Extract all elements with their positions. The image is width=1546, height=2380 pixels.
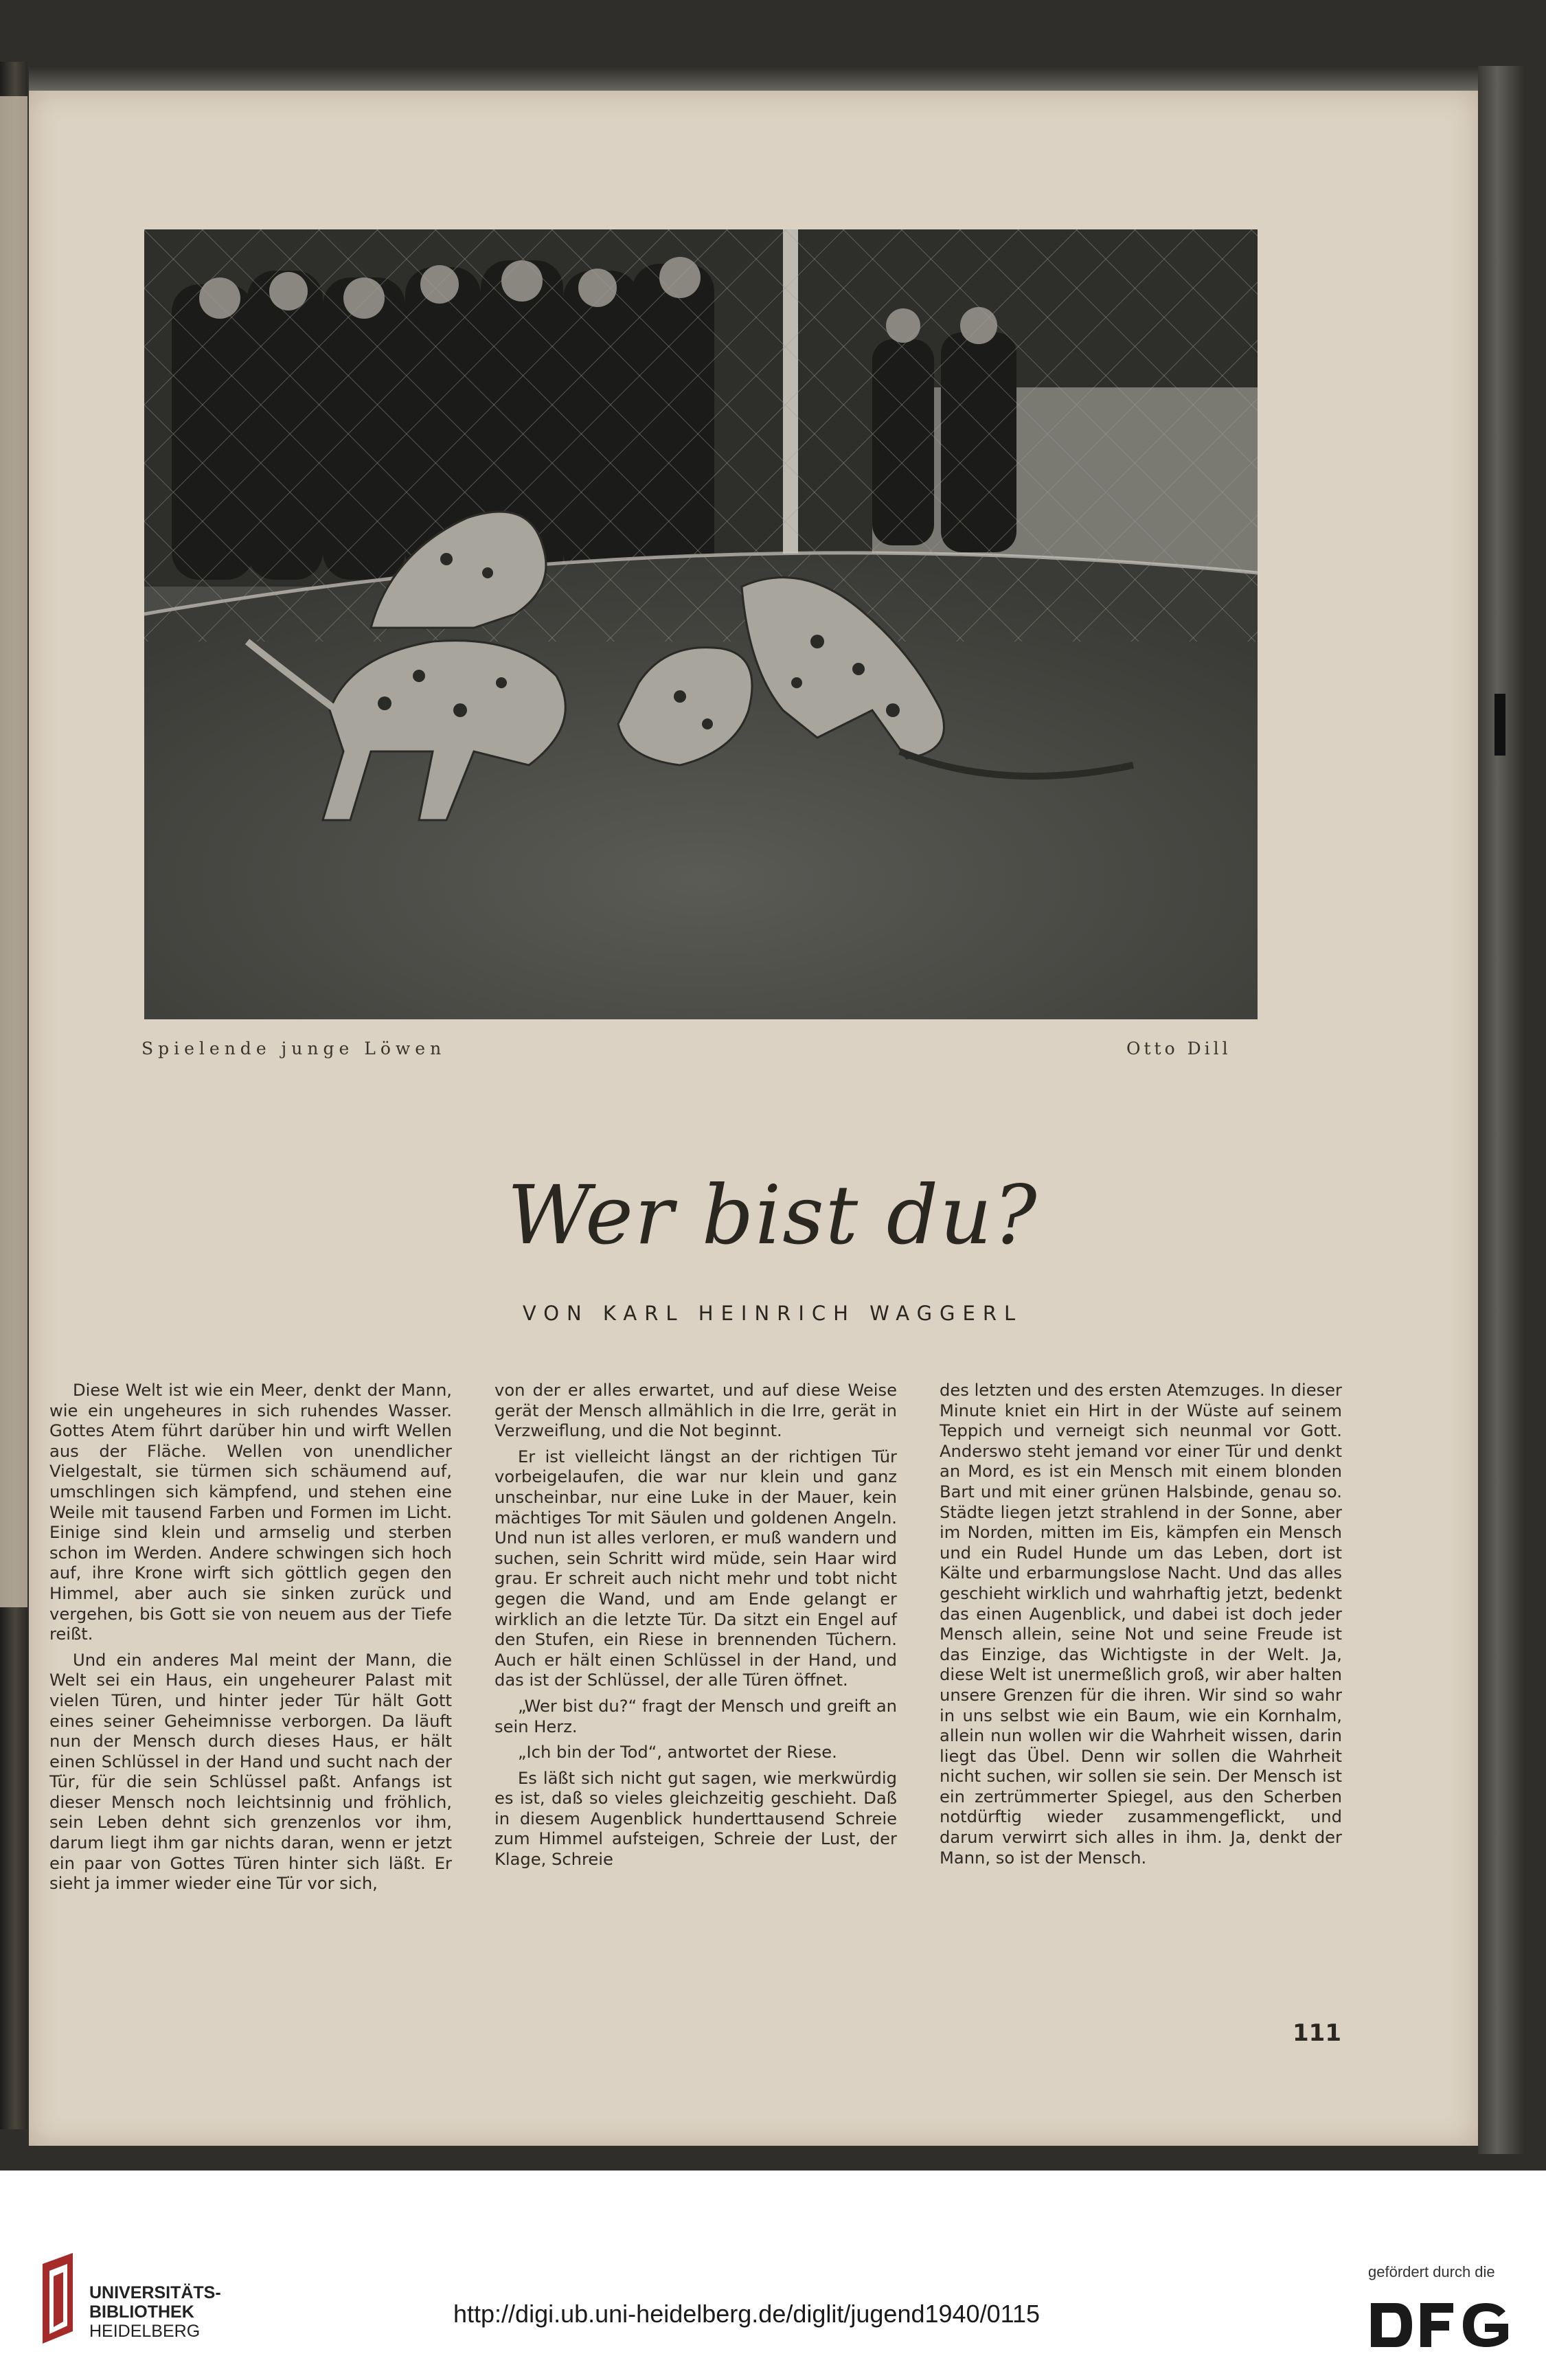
text-column-1 <box>49 1381 452 1894</box>
paragraph: des letzten und des ersten Atemzuges. In dieser Minute kniet ein Hirt in der Wüste auf seinem Teppich und verneigt sich neunmal vor Gott. Anderswo steht jemand vor einer Tür und denkt an Mord, es ist ein Mensch mit einem blonden Bart und mit einer grünen Halsbinde, genau so. Städte liegen jetzt strahlend in der Sonne, aber im Norden, mitten im Eis, kämpfen ein Mensch und ein Rudel Hunde um das Leben, dort ist Kälte und erbarmungslose Nacht. Und das alles geschieht wirklich und wahrhaftig jetzt, bedenkt das einen Augenblick, und dabei ist doch jeder Mensch allein, seine Not und seine Freude ist das Einzige, das Wichtigste in der Welt. Ja, diese Welt ist unermeßlich groß, wir aber halten unsere Grenzen für die ihren. Wir sind so wahr in uns selbst wie ein Baum, wie ein Kornhalm, allein nun wollen wir die Wahrheit wissen, darin liegt das Übel. Denn wir sollen die Wahrheit nicht suchen, wir sollen sie sein. Der Mensch ist ein zertrümmerter Spiegel, aus den Scherben notdürftig wieder zusammengeflickt, und darum verwirrt sich alles in ihm. Ja, denkt der Mann, so ist der Mensch. <box>940 1381 1342 1868</box>
text-column-2 <box>495 1381 897 1870</box>
university-library-logo-icon <box>37 2250 85 2352</box>
paragraph: „Wer bist du?“ fragt der Mensch und greift an sein Herz. <box>495 1696 897 1736</box>
page-marker-tab <box>1494 694 1505 756</box>
lion-cubs-painting <box>144 229 1258 1019</box>
article-title: Wer bist du? <box>507 1168 1038 1262</box>
book-top-edge <box>29 66 1478 92</box>
paragraph: Es läßt sich nicht gut sagen, wie merkwürdig es ist, daß so vieles gleichzeitig geschieht. Daß in diesem Augenblick hunderttausend Schreie zum Himmel aufsteigen, Schreie der Lust, der Klage, Schreie <box>495 1768 897 1870</box>
library-line-3: HEIDELBERG <box>89 2322 201 2341</box>
university-library-name <box>89 2283 221 2341</box>
article-byline: VON KARL HEINRICH WAGGERL <box>522 1302 1023 1325</box>
page-number: 111 <box>1293 2019 1341 2047</box>
funding-label: gefördert durch die <box>1368 2263 1495 2280</box>
paragraph: Und ein anderes Mal meint der Mann, die Welt sei ein Haus, ein ungeheurer Palast mit vielen Türen, und hinter jeder Tür hält Gott eines seiner Geheimnisse verborgen. Da läuft nun der Mensch durch dieses Haus, er hält einen Schlüssel in der Hand und sucht nach der Tür, für die sein Schlüssel paßt. Anfangs ist dieser Mensch noch leichtsinnig und fröhlich, sein Leben dehnt sich grenzenlos vor ihm, darum liegt ihm gar nichts daran, wenn er jetzt ein paar von Gottes Türen hinter sich läßt. Er sieht ja immer wieder eine Tür vor sich, <box>49 1650 452 1894</box>
footer-bar <box>0 2171 1546 2380</box>
book-cover-edge <box>1478 66 1526 2154</box>
library-line-1: UNIVERSITÄTS- <box>89 2283 221 2302</box>
text-column-3 <box>940 1381 1342 1868</box>
image-caption-artist: Otto Dill <box>1126 1039 1231 1058</box>
dfg-logo-icon <box>1368 2298 1514 2353</box>
paragraph: Er ist vielleicht längst an der richtigen Tür vorbeigelaufen, die war nur klein und ganz unscheinbar, nur eine Luke in der Mauer, kein mächtiges Tor mit Säulen und goldenen Angeln. Und nun ist alles verloren, er muß wandern und suchen, sein Schritt wird müde, sein Haar wird grau. Er schreit auch nicht mehr und tobt nicht gegen die Wand, und am Ende gelangt er wirklich an die letzte Tür. Da sitzt ein Engel auf den Stufen, ein Riese in brennenden Tüchern. Auch er hält einen Schlüssel in der Hand, und das ist der Schlüssel, der alle Türen öffnet. <box>495 1447 897 1690</box>
paragraph: Diese Welt ist wie ein Meer, denkt der Mann, wie ein ungeheures in sich ruhendes Wasser. Gottes Atem führt darüber hin und wirft Wellen aus der Fläche. Wellen von unendlicher Vielgestalt, sie türmen sich schäumend auf, umschlingen sich kämpfend, und stehen eine Weile mit tausend Farben und Formen im Licht. Einige sind klein und armselig und sterben schon im Werden. Andere schwingen sich hoch auf, ihre Krone wirft sich göttlich gegen den Himmel, aber auch sie sinken zurück und vergehen, bis Gott sie von neuem aus der Tiefe reißt. <box>49 1381 452 1644</box>
library-line-2: BIBLIOTHEK <box>89 2302 194 2322</box>
painting-image <box>144 229 1258 1019</box>
previous-page-strip <box>0 96 27 1607</box>
source-url-link[interactable]: http://digi.ub.uni-heidelberg.de/diglit/jugend1940/0115 <box>453 2300 1040 2328</box>
image-caption-title: Spielende junge Löwen <box>141 1039 446 1058</box>
paragraph: „Ich bin der Tod“, antwortet der Riese. <box>518 1743 837 1763</box>
paragraph: von der er alles erwartet, und auf diese Weise gerät der Mensch allmählich in die Irre, gerät in Verzweiflung, und die Not beginnt. <box>495 1381 897 1441</box>
